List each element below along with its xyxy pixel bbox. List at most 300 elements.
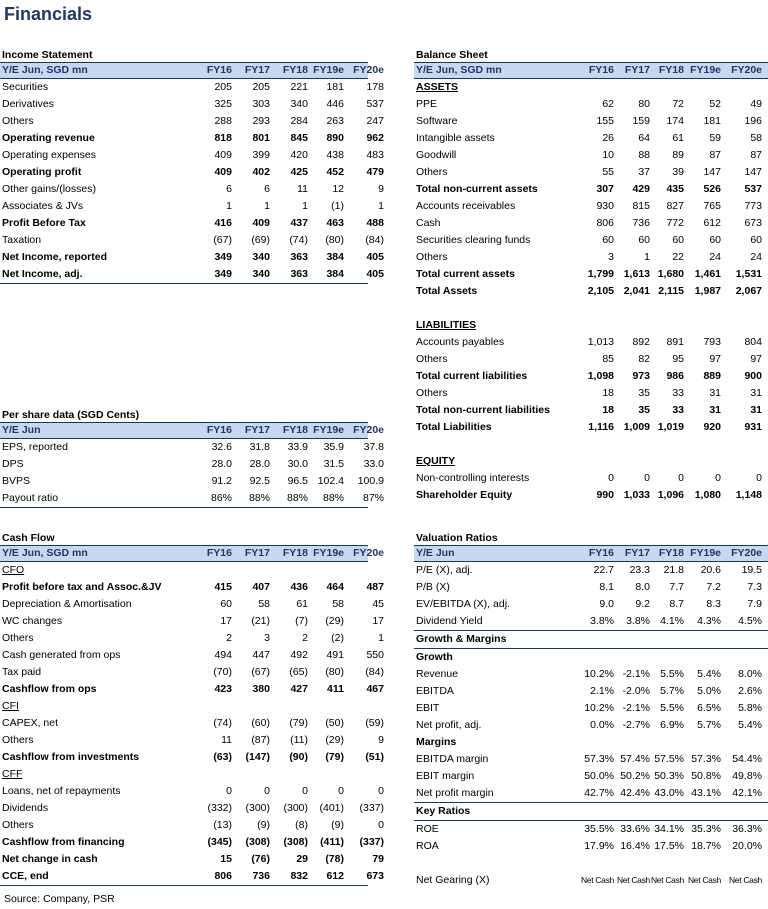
value-fy18: 33.9 bbox=[287, 441, 308, 453]
value-fy20e: (51) bbox=[365, 751, 384, 763]
balance-row-total-current-liabilities bbox=[414, 368, 768, 385]
value-fy20e bbox=[721, 649, 762, 666]
value-fy20e: 247 bbox=[366, 115, 384, 127]
value-fy16: (13) bbox=[213, 819, 232, 831]
value-fy17: 9.2 bbox=[635, 598, 650, 610]
year-header-fy16: FY16 bbox=[206, 547, 232, 559]
year-header-fy20e: FY20e bbox=[353, 424, 384, 436]
value-fy18: 22 bbox=[672, 251, 684, 263]
value-fy18: 174 bbox=[666, 115, 684, 127]
value-fy18: (300) bbox=[283, 802, 308, 814]
row-label: Total non-current assets bbox=[416, 183, 538, 195]
value-fy17: 42.4% bbox=[620, 787, 650, 799]
row-label: Total Assets bbox=[416, 285, 478, 297]
value-fy16: (345) bbox=[207, 836, 232, 848]
value-fy17: 736 bbox=[632, 217, 650, 229]
value-fy20e bbox=[721, 855, 762, 872]
value-fy17 bbox=[614, 649, 650, 666]
value-fy18 bbox=[650, 631, 684, 648]
value-fy19e bbox=[684, 734, 721, 751]
balance-row-goodwill bbox=[414, 147, 768, 164]
value-fy19e: 446 bbox=[326, 98, 344, 110]
value-fy18: 43.0% bbox=[654, 787, 684, 799]
value-fy17: 303 bbox=[252, 98, 270, 110]
value-fy16: 0 bbox=[226, 785, 232, 797]
value-fy19e: 920 bbox=[703, 421, 721, 433]
per-share-data-table bbox=[0, 408, 384, 508]
row-label: Operating revenue bbox=[2, 132, 95, 144]
value-fy16: 28.0 bbox=[211, 458, 232, 470]
row-label: EPS, reported bbox=[2, 441, 68, 453]
value-fy19e: (1) bbox=[331, 200, 344, 212]
value-fy16: 55 bbox=[602, 166, 614, 178]
cashflow-row-dividends bbox=[0, 800, 384, 817]
value-fy19e: 5.0% bbox=[697, 685, 721, 697]
value-fy20e: 931 bbox=[744, 421, 762, 433]
row-label: Others bbox=[416, 251, 448, 263]
valuation-row-key-ratios bbox=[414, 802, 768, 821]
value-fy19e: 612 bbox=[326, 870, 344, 882]
value-fy19e: 526 bbox=[703, 183, 721, 195]
value-fy19e: 411 bbox=[327, 683, 344, 695]
value-fy20e: 49.8% bbox=[732, 770, 762, 782]
row-label: Associates & JVs bbox=[2, 200, 84, 212]
value-fy17: 31.8 bbox=[249, 441, 270, 453]
income-row-derivatives bbox=[0, 96, 384, 113]
pershare-row-eps-reported bbox=[0, 439, 384, 456]
value-fy18: (7) bbox=[295, 615, 308, 627]
value-fy20e: 2,067 bbox=[735, 285, 762, 297]
value-fy20e bbox=[344, 562, 384, 579]
value-fy20e: 488 bbox=[366, 217, 384, 229]
value-fy16 bbox=[576, 79, 614, 96]
row-label bbox=[414, 436, 576, 453]
value-fy20e: 196 bbox=[744, 115, 762, 127]
pershare-row-bvps bbox=[0, 473, 384, 490]
row-label: Operating profit bbox=[2, 166, 82, 178]
value-fy17: 6 bbox=[264, 183, 270, 195]
value-fy16: Net Cash bbox=[580, 875, 614, 885]
value-fy16: 9.0 bbox=[599, 598, 614, 610]
row-label: CCE, end bbox=[2, 870, 49, 882]
row-label: Other gains/(losses) bbox=[2, 183, 96, 195]
row-label: Cashflow from investments bbox=[2, 751, 140, 763]
value-fy20e: 673 bbox=[744, 217, 762, 229]
value-fy20e: 1 bbox=[378, 632, 384, 644]
value-fy16: 42.7% bbox=[584, 787, 614, 799]
valuation-row-net-profit-margin bbox=[414, 785, 768, 802]
balance-row-total-assets bbox=[414, 283, 768, 300]
value-fy17: 447 bbox=[252, 649, 270, 661]
value-fy17: 1,613 bbox=[623, 268, 650, 280]
valuation-ratios-table bbox=[414, 531, 768, 889]
value-fy20e bbox=[721, 317, 762, 334]
value-fy19e: 890 bbox=[326, 132, 344, 144]
value-fy18 bbox=[650, 453, 684, 470]
balance-row-total-current-assets bbox=[414, 266, 768, 283]
value-fy18: 29 bbox=[296, 853, 308, 865]
value-fy18 bbox=[650, 317, 684, 334]
year-header-fy19e: FY19e bbox=[313, 64, 344, 76]
row-label: P/B (X) bbox=[416, 581, 450, 593]
value-fy19e: (401) bbox=[319, 802, 344, 814]
value-fy18 bbox=[650, 734, 684, 751]
balance-row-intangible-assets bbox=[414, 130, 768, 147]
value-fy18: 5.5% bbox=[660, 702, 684, 714]
value-fy16: 62 bbox=[602, 98, 614, 110]
value-fy17: 399 bbox=[252, 149, 270, 161]
income-row-securities bbox=[0, 79, 384, 96]
row-label: Net change in cash bbox=[2, 853, 98, 865]
row-label: Profit Before Tax bbox=[2, 217, 86, 229]
value-fy17 bbox=[614, 803, 650, 820]
value-fy17: 159 bbox=[632, 115, 650, 127]
value-fy18: 17.5% bbox=[654, 840, 684, 852]
pershare-row-dps bbox=[0, 456, 384, 473]
value-fy17 bbox=[232, 562, 270, 579]
value-fy19e: 452 bbox=[326, 166, 344, 178]
value-fy17 bbox=[614, 79, 650, 96]
value-fy19e: 793 bbox=[703, 336, 721, 348]
value-fy16: 349 bbox=[214, 268, 232, 280]
value-fy20e: 60 bbox=[750, 234, 762, 246]
value-fy19e: 384 bbox=[326, 268, 344, 280]
value-fy17 bbox=[614, 631, 650, 648]
value-fy18 bbox=[650, 436, 684, 453]
value-fy18: 39 bbox=[672, 166, 684, 178]
value-fy16: 17.9% bbox=[584, 840, 614, 852]
value-fy16: 18 bbox=[602, 404, 614, 416]
value-fy16: 11 bbox=[221, 734, 232, 746]
value-fy18 bbox=[650, 300, 684, 317]
income-row-net-income-adj bbox=[0, 266, 384, 284]
value-fy17: 58 bbox=[258, 598, 270, 610]
value-fy16 bbox=[576, 317, 614, 334]
value-fy20e: 87% bbox=[362, 492, 384, 504]
value-fy18: Net Cash bbox=[650, 875, 684, 885]
value-fy20e: 9 bbox=[378, 734, 384, 746]
value-fy18: 425 bbox=[290, 166, 308, 178]
income-row-net-income-reported bbox=[0, 249, 384, 266]
value-fy19e: (2) bbox=[331, 632, 344, 644]
value-fy19e bbox=[684, 631, 721, 648]
year-header-fy20e: FY20e bbox=[353, 547, 384, 559]
income-row-other-gains-losses bbox=[0, 181, 384, 198]
cashflow-row-profit-before-tax-and-assoc-jv bbox=[0, 579, 384, 596]
year-header-fy17: FY17 bbox=[624, 547, 650, 559]
value-fy17: 23.3 bbox=[629, 564, 650, 576]
value-fy18: 88% bbox=[286, 492, 308, 504]
value-fy20e bbox=[721, 436, 762, 453]
value-fy20e: 487 bbox=[366, 581, 384, 593]
value-fy18 bbox=[270, 562, 308, 579]
value-fy17: 64 bbox=[638, 132, 650, 144]
year-header-fy19e: FY19e bbox=[690, 64, 721, 76]
row-label: EBITDA margin bbox=[416, 753, 489, 765]
year-header-fy19e: FY19e bbox=[313, 424, 344, 436]
value-fy20e: 405 bbox=[366, 268, 384, 280]
value-fy20e: 97 bbox=[750, 353, 762, 365]
value-fy19e bbox=[308, 562, 344, 579]
value-fy20e: 1,531 bbox=[735, 268, 762, 280]
value-fy16: 60 bbox=[220, 598, 232, 610]
value-fy16 bbox=[576, 855, 614, 872]
value-fy19e: 1,461 bbox=[694, 268, 721, 280]
value-fy18: 772 bbox=[666, 217, 684, 229]
value-fy16: 325 bbox=[214, 98, 232, 110]
value-fy17: 60 bbox=[638, 234, 650, 246]
value-fy18: 2,115 bbox=[658, 285, 684, 297]
income-row-associates-jvs bbox=[0, 198, 384, 215]
cashflow-row-net-change-in-cash bbox=[0, 851, 384, 868]
cashflow-row-capex-net bbox=[0, 715, 384, 732]
value-fy16: 1,799 bbox=[587, 268, 614, 280]
balance-row-ppe bbox=[414, 96, 768, 113]
value-fy16: 818 bbox=[214, 132, 232, 144]
row-label: Securities clearing funds bbox=[416, 234, 531, 246]
value-fy18: 492 bbox=[290, 649, 308, 661]
value-fy18: 363 bbox=[290, 251, 308, 263]
value-fy16 bbox=[576, 649, 614, 666]
value-fy19e bbox=[684, 855, 721, 872]
value-fy20e: 31 bbox=[750, 404, 762, 416]
valuation-row-revenue bbox=[414, 666, 768, 683]
value-fy17: (87) bbox=[251, 734, 270, 746]
value-fy19e: 5.7% bbox=[697, 719, 721, 731]
cashflow-row-cfi bbox=[0, 698, 368, 715]
valuation-row-blank bbox=[414, 855, 768, 872]
value-fy19e: 438 bbox=[326, 149, 344, 161]
value-fy17: (60) bbox=[251, 717, 270, 729]
valuation-row-roa bbox=[414, 838, 768, 855]
cashflow-row-cfo bbox=[0, 562, 368, 579]
value-fy16: 2.1% bbox=[590, 685, 614, 697]
row-label: Goodwill bbox=[416, 149, 457, 161]
value-fy18 bbox=[270, 698, 308, 715]
row-label: Net Gearing (X) bbox=[416, 874, 490, 886]
balance-row-equity bbox=[414, 453, 768, 470]
value-fy16 bbox=[576, 631, 614, 648]
value-fy20e bbox=[344, 698, 384, 715]
value-fy17 bbox=[232, 766, 270, 783]
value-fy20e: 550 bbox=[366, 649, 384, 661]
value-fy16: 494 bbox=[214, 649, 232, 661]
value-fy18: 845 bbox=[290, 132, 308, 144]
valuation-section-title: Valuation Ratios bbox=[416, 532, 498, 544]
cashflow-header-row bbox=[0, 545, 384, 562]
balance-row-shareholder-equity bbox=[414, 487, 768, 504]
row-label: Others bbox=[2, 115, 34, 127]
cashflow-row-loans-net-of-repayments bbox=[0, 783, 384, 800]
year-header-fy18: FY18 bbox=[282, 64, 308, 76]
valuation-row-net-profit-adj bbox=[414, 717, 768, 734]
income-row-profit-before-tax bbox=[0, 215, 384, 232]
value-fy20e: 0 bbox=[756, 472, 762, 484]
cash-flow-table bbox=[0, 531, 384, 886]
value-fy18: 832 bbox=[290, 870, 308, 882]
row-label: P/E (X), adj. bbox=[416, 564, 473, 576]
value-fy16: 26 bbox=[602, 132, 614, 144]
value-fy17: 340 bbox=[252, 251, 270, 263]
valuation-row-dividend-yield bbox=[414, 613, 768, 630]
year-header-fy18: FY18 bbox=[282, 424, 308, 436]
row-label: ROA bbox=[416, 840, 439, 852]
value-fy18: 6.9% bbox=[660, 719, 684, 731]
value-fy17: 57.4% bbox=[620, 753, 650, 765]
value-fy18: 986 bbox=[666, 370, 684, 382]
value-fy19e bbox=[684, 803, 721, 820]
value-fy19e: 1,987 bbox=[694, 285, 721, 297]
value-fy19e bbox=[684, 436, 721, 453]
value-fy17: 1,009 bbox=[623, 421, 650, 433]
year-header-fy16: FY16 bbox=[588, 547, 614, 559]
row-label: PPE bbox=[416, 98, 438, 110]
value-fy20e: (59) bbox=[365, 717, 384, 729]
value-fy16: 930 bbox=[596, 200, 614, 212]
cashflow-row-cashflow-from-investments bbox=[0, 749, 384, 766]
row-label: Cash bbox=[416, 217, 441, 229]
year-header-fy18: FY18 bbox=[282, 547, 308, 559]
value-fy19e: 765 bbox=[703, 200, 721, 212]
value-fy18: 0 bbox=[678, 472, 684, 484]
value-fy17: -2.1% bbox=[622, 668, 650, 680]
value-fy19e: 263 bbox=[326, 115, 344, 127]
value-fy16: 10 bbox=[602, 149, 614, 161]
balance-row-total-non-current-assets bbox=[414, 181, 768, 198]
value-fy17 bbox=[614, 453, 650, 470]
value-fy19e bbox=[684, 649, 721, 666]
value-fy18: 95 bbox=[672, 353, 684, 365]
value-fy18: 0 bbox=[302, 785, 308, 797]
balance-row-others bbox=[414, 351, 768, 368]
year-header-fy17: FY17 bbox=[244, 424, 270, 436]
value-fy16: 1,116 bbox=[588, 421, 614, 433]
value-fy18: 60 bbox=[672, 234, 684, 246]
value-fy20e bbox=[721, 631, 762, 648]
value-fy20e: 37.8 bbox=[363, 441, 384, 453]
row-label: BVPS bbox=[2, 475, 31, 487]
value-fy17: 429 bbox=[632, 183, 650, 195]
year-header-fy17: FY17 bbox=[624, 64, 650, 76]
value-fy19e: 1,080 bbox=[694, 489, 721, 501]
value-fy17 bbox=[232, 698, 270, 715]
value-fy16 bbox=[576, 803, 614, 820]
row-label: Operating expenses bbox=[2, 149, 96, 161]
cashflow-row-cashflow-from-ops bbox=[0, 681, 384, 698]
value-fy16 bbox=[192, 766, 232, 783]
value-fy16: 806 bbox=[214, 870, 232, 882]
row-label: Cashflow from financing bbox=[2, 836, 125, 848]
header-label: Y/E Jun bbox=[2, 424, 41, 436]
cashflow-row-depreciation-amortisation bbox=[0, 596, 384, 613]
value-fy16: 10.2% bbox=[584, 668, 614, 680]
value-fy17: 736 bbox=[252, 870, 270, 882]
row-label: EQUITY bbox=[416, 455, 456, 467]
value-fy16: 205 bbox=[214, 81, 232, 93]
value-fy16: 18 bbox=[602, 387, 614, 399]
row-label: Taxation bbox=[2, 234, 42, 246]
income-row-operating-expenses bbox=[0, 147, 384, 164]
row-label: Tax paid bbox=[2, 666, 42, 678]
value-fy18: 340 bbox=[290, 98, 308, 110]
value-fy16: 1 bbox=[226, 200, 232, 212]
page-title: Financials bbox=[4, 4, 93, 24]
year-header-fy17: FY17 bbox=[244, 547, 270, 559]
balance-section-title: Balance Sheet bbox=[416, 49, 488, 61]
value-fy20e: (337) bbox=[359, 836, 384, 848]
value-fy16: 32.6 bbox=[211, 441, 232, 453]
value-fy20e: 5.4% bbox=[738, 719, 762, 731]
valuation-row-ebit bbox=[414, 700, 768, 717]
row-label: Others bbox=[416, 353, 448, 365]
value-fy17: 37 bbox=[638, 166, 650, 178]
value-fy20e: 19.5 bbox=[741, 564, 762, 576]
value-fy18: 363 bbox=[290, 268, 308, 280]
value-fy20e: 804 bbox=[744, 336, 762, 348]
value-fy17: -2.0% bbox=[622, 685, 650, 697]
value-fy17 bbox=[614, 317, 650, 334]
value-fy16: 1,098 bbox=[587, 370, 614, 382]
balance-row-software bbox=[414, 113, 768, 130]
value-fy16: 0.0% bbox=[590, 719, 614, 731]
balance-row-non-controlling-interests bbox=[414, 470, 768, 487]
value-fy20e: 7.3 bbox=[747, 581, 762, 593]
value-fy20e: 479 bbox=[366, 166, 384, 178]
row-label: Others bbox=[416, 387, 448, 399]
row-label: Total current assets bbox=[416, 268, 516, 280]
cashflow-row-cce-end bbox=[0, 868, 384, 886]
value-fy17: 407 bbox=[252, 581, 270, 593]
value-fy20e bbox=[344, 766, 384, 783]
value-fy19e bbox=[684, 300, 721, 317]
value-fy17: 892 bbox=[632, 336, 650, 348]
value-fy18: 827 bbox=[666, 200, 684, 212]
value-fy18: 21.8 bbox=[663, 564, 684, 576]
value-fy18: 427 bbox=[290, 683, 308, 695]
header-label: Y/E Jun bbox=[416, 547, 455, 559]
value-fy17: 35 bbox=[638, 387, 650, 399]
value-fy19e: (78) bbox=[325, 853, 344, 865]
value-fy18: 33 bbox=[672, 387, 684, 399]
value-fy19e: 57.3% bbox=[691, 753, 721, 765]
value-fy19e: 59 bbox=[709, 132, 721, 144]
value-fy17: (76) bbox=[251, 853, 270, 865]
pershare-header-row bbox=[0, 422, 384, 439]
value-fy17: (69) bbox=[251, 234, 270, 246]
row-label: Payout ratio bbox=[2, 492, 59, 504]
value-fy19e bbox=[684, 317, 721, 334]
value-fy19e: 31 bbox=[709, 404, 721, 416]
value-fy17: 0 bbox=[264, 785, 270, 797]
year-header-fy16: FY16 bbox=[206, 64, 232, 76]
value-fy17: 293 bbox=[252, 115, 270, 127]
value-fy18: 1,096 bbox=[657, 489, 684, 501]
value-fy19e: 35.9 bbox=[323, 441, 344, 453]
value-fy18: 5.5% bbox=[660, 668, 684, 680]
value-fy19e: 35.3% bbox=[691, 823, 721, 835]
cashflow-row-others bbox=[0, 732, 384, 749]
value-fy17: 82 bbox=[638, 353, 650, 365]
value-fy20e: 2.6% bbox=[738, 685, 762, 697]
value-fy16: 85 bbox=[602, 353, 614, 365]
value-fy16: (63) bbox=[213, 751, 232, 763]
valuation-row-ebitda-margin bbox=[414, 751, 768, 768]
income-statement-table bbox=[0, 48, 384, 284]
value-fy16: 2,105 bbox=[587, 285, 614, 297]
value-fy19e: 464 bbox=[326, 581, 344, 593]
value-fy18: 61 bbox=[672, 132, 684, 144]
balance-row-liabilities bbox=[414, 317, 768, 334]
